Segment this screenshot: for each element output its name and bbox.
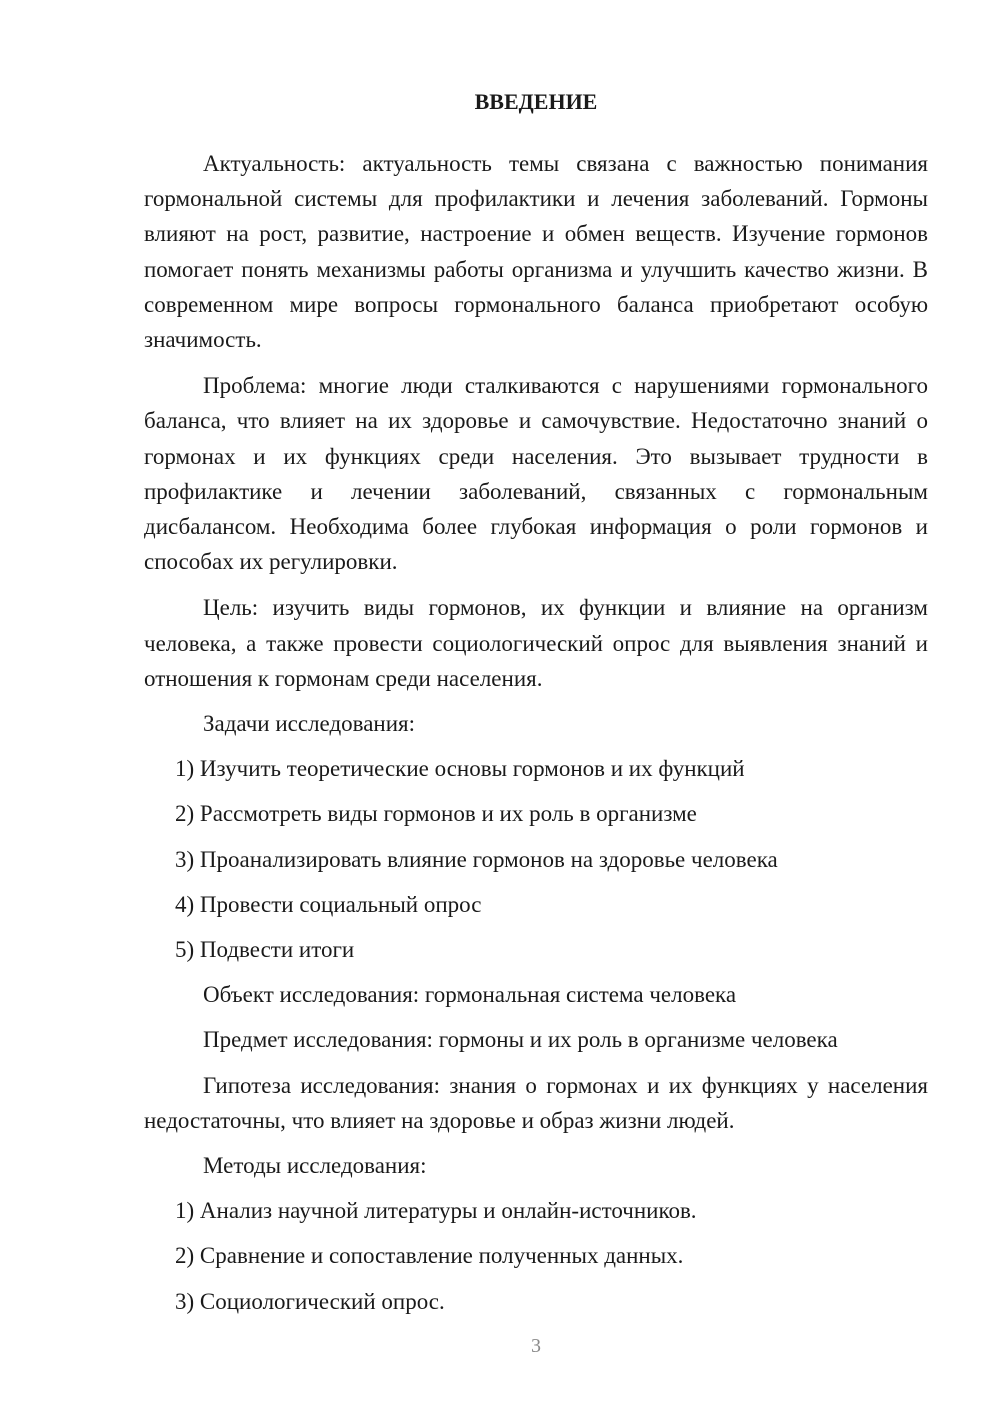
tasks-list [144,751,928,967]
goal-paragraph: Цель: изучить виды гормонов, их функции и влияние на организм человека, а также провести социологический опрос для выявления знаний и отношения к гормонам среди населения. [144,595,928,691]
hypothesis-paragraph: Гипотеза исследования: знания о гормонах и их функциях у населения недостаточны, что влияет на здоровье и образ жизни людей. [144,1072,928,1133]
list-item: 2) Сравнение и сопоставление полученных данных. [175,1243,684,1269]
page-number: 3 [531,1335,541,1357]
page-title: ВВЕДЕНИЕ [474,89,598,114]
document-page [144,88,928,1319]
list-item: 1) Анализ научной литературы и онлайн-источников. [175,1198,697,1224]
list-item: 4) Провести социальный опрос [175,891,482,917]
subject-line: Предмет исследования: гормоны и их роль в организме человека [203,1027,838,1053]
list-item: 2) Рассмотреть виды гормонов и их роль в организме [175,801,697,827]
methods-heading: Методы исследования: [203,1152,427,1178]
tasks-heading: Задачи исследования: [203,711,416,737]
list-item: 3) Проанализировать влияние гормонов на здоровье человека [175,846,778,872]
list-item: 5) Подвести итоги [175,936,355,962]
problem-paragraph: Проблема: многие люди сталкиваются с нарушениями гормонального баланса, что влияет на их здоровье и самочувствие. Недостаточно знаний о гормонах и их функциях среди населения. Это вызывает трудности в профилактике и лечении заболеваний, связанных с гормональным дисбалансом. Необходима более глубокая информация о роли гормонов и способах их регулировки. [144,373,928,575]
object-line: Объект исследования: гормональная система человека [203,982,737,1008]
list-item: 3) Социологический опрос. [175,1288,445,1314]
methods-list [144,1193,928,1319]
relevance-paragraph: Актуальность: актуальность темы связана с важностью понимания гормональной системы для профилактики и лечения заболеваний. Гормоны влияют на рост, развитие, настроение и обмен веществ. Изучение гормонов помогает понять механизмы работы организма и улучшить качество жизни. В современном мире вопросы гормонального баланса приобретают особую значимость. [144,151,928,353]
list-item: 1) Изучить теоретические основы гормонов и их функций [175,756,745,782]
